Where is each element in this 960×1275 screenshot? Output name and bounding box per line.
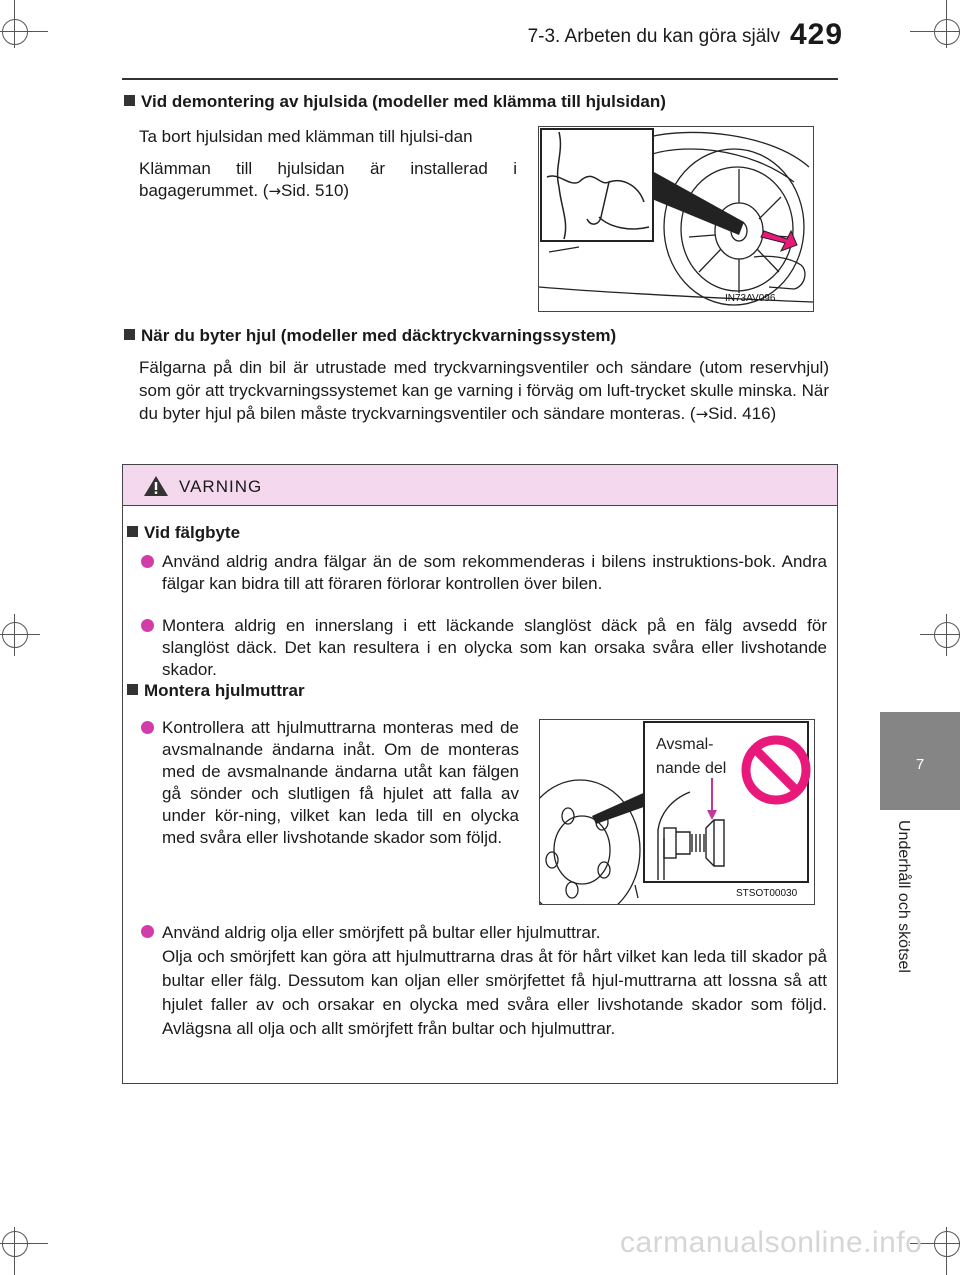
square-bullet-icon xyxy=(124,95,135,106)
section-heading-hubcap-text: Vid demontering av hjulsida (modeller med klämma till hjulsidan) xyxy=(141,92,666,111)
warning-sub-heading-nuts xyxy=(127,681,305,701)
bullet-dot-icon xyxy=(141,721,154,734)
crop-mark-bottom-left xyxy=(0,1215,60,1275)
warning-bullet-nuts-1 xyxy=(141,717,519,849)
chapter-side-label xyxy=(880,812,960,1017)
hubcap-paragraph-1: Ta bort hjulsidan med klämman till hjulsi-dan xyxy=(139,127,473,146)
hubcap-figure-code: IN73AV096 xyxy=(725,293,776,304)
arrow-right-icon: → xyxy=(268,182,282,200)
tpms-page-ref: Sid. 416) xyxy=(708,404,777,423)
warning-bullet-rim-2 xyxy=(141,615,827,681)
warning-bullet-rim-1 xyxy=(141,551,827,595)
bullet-dot-icon xyxy=(141,555,154,568)
chapter-side-label-text: Underhåll och skötsel xyxy=(895,820,912,973)
section-heading-tpms-text: När du byter hjul (modeller med däcktryckvarningssystem) xyxy=(141,326,617,345)
crop-mark-top-left xyxy=(0,0,60,60)
wheel-nut-figure-code: STSOT00030 xyxy=(736,888,798,899)
hubcap-paragraph-2 xyxy=(139,158,517,202)
section-hubcap-text xyxy=(139,126,517,212)
hubcap-paragraph-2-text: Klämman till hjulsidan är installerad i bagagerummet. ( xyxy=(139,159,517,200)
hubcap-page-ref: Sid. 510) xyxy=(281,181,350,200)
chapter-tab-number: 7 xyxy=(915,756,925,773)
header-title: 7-3. Arbeten du kan göra själv xyxy=(527,26,780,47)
tapered-part-label-2: nande del xyxy=(656,760,727,777)
tpms-body: Fälgarna på din bil är utrustade med tryckvarningsventiler och sändare (utom reservhjul) som gör att tryckvarningssystemet kan ge varning i förväg om luft-trycket skulle minska. När du byter hjul på bilen måste tryckvarningsventiler och sändare monteras. ( xyxy=(139,358,829,423)
warning-box xyxy=(122,464,838,1084)
watermark: carmanualsonline.info xyxy=(620,1226,923,1259)
warning-title: VARNING xyxy=(179,477,263,496)
bullet-dot-icon xyxy=(141,925,154,938)
warning-bullet-nuts-1-text: Kontrollera att hjulmuttrarna monteras med de avsmalnande ändarna inåt. Om de monteras med de avsmalnande ändarna utåt kan fälgen gå sönder och slutligen få hjulet att falla av under kör-ning, vilket kan leda till en olycka med svåra eller livshotande skador som följd. xyxy=(162,718,519,847)
crop-mark-mid-left xyxy=(0,610,60,660)
bullet-dot-icon xyxy=(141,619,154,632)
warning-bullet-rim-1-text: Använd aldrig andra fälgar än de som rekommenderas i bilens instruktions-bok. Andra fälgar kan bidra till att föraren förlorar kontrollen över bilen. xyxy=(162,552,827,593)
page-number: 429 xyxy=(790,18,844,51)
section-heading-hubcap xyxy=(124,92,666,112)
warning-sub-heading-nuts-text: Montera hjulmuttrar xyxy=(144,681,305,700)
wheel-nut-figure xyxy=(539,719,815,905)
warning-sub-heading-rim xyxy=(127,523,240,543)
warning-bullet-nuts-2 xyxy=(141,921,827,1041)
square-bullet-icon xyxy=(124,329,135,340)
section-heading-tpms xyxy=(124,326,616,346)
hubcap-removal-figure xyxy=(538,126,814,312)
arrow-right-icon: → xyxy=(695,405,709,423)
warning-sub-heading-rim-text: Vid fälgbyte xyxy=(144,523,241,542)
header-rule xyxy=(122,78,838,80)
square-bullet-icon xyxy=(127,526,138,537)
warning-bullet-rim-2-text: Montera aldrig en innerslang i ett läckande slanglöst däck på en fälg avsedd för slanglöst däck. Det kan resultera i en olycka som kan orsaka svåra eller livshotande skador. xyxy=(162,616,827,679)
warning-bullet-nuts-2-line1: Använd aldrig olja eller smörjfett på bultar eller hjulmuttrar. xyxy=(162,923,601,942)
crop-mark-mid-right xyxy=(900,610,960,660)
warning-header xyxy=(123,465,837,506)
crop-mark-top-right xyxy=(900,0,960,60)
hubcap-removal-illustration xyxy=(539,127,813,311)
warning-bullet-nuts-2-body: Olja och smörjfett kan göra att hjulmuttrarna dras åt för hårt vilket kan leda till skador på bultar eller fälg. Dessutom kan oljan eller smörjfettet få hjul-muttrarna att lossna så att hjulet faller av och orsakar en olycka med svåra eller livshotande skador som följd. Avlägsna all olja och allt smörjfett från bultar och hjulmuttrar. xyxy=(162,947,827,1038)
tapered-part-label-1: Avsmal- xyxy=(656,736,714,753)
section-tpms-text xyxy=(139,356,829,426)
square-bullet-icon xyxy=(127,684,138,695)
warning-triangle-icon xyxy=(143,475,169,497)
